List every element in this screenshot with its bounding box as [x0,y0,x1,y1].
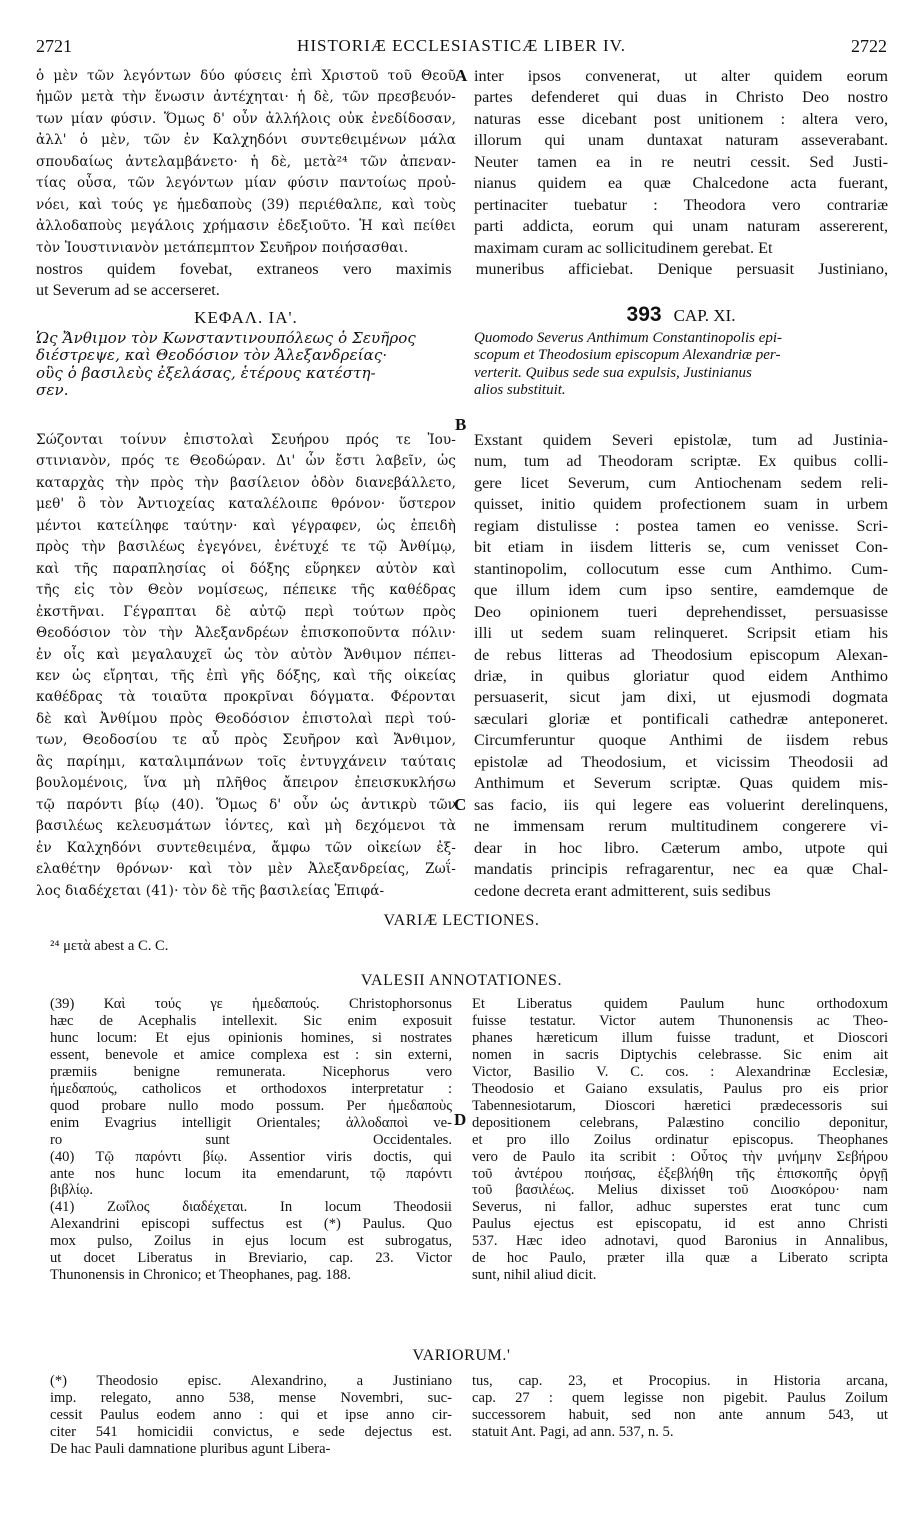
text-line: statuit Ant. Pagi, ad ann. 537, n. 5. [472,1423,674,1440]
text-line: Ὡς Ἄνθιμον τὸν Κωνσταντινουπόλεως ὁ Σευῆρος [36,329,416,347]
text-line: ante nos hunc locum ita emendarunt, τῷ παρόντι [50,1165,452,1182]
text-line: mandatis principis refragarentur, nec ea quæ Chal- [474,860,888,879]
text-line: ἐκστῆναι. Γέγραπται δὲ αὐτῷ περὶ τούτων πρὸς [36,603,456,620]
text-line: dear in hoc libro. Cæterum ambo, utpote qui [474,838,888,857]
greek-chapter-summary [36,330,456,400]
valesii-left-column [50,996,452,1284]
text-line: Et Liberatus quidem Paulum hunc orthodoxum [472,996,888,1012]
text-line: τῆς εἰς τὸν Θεὸν νομίσεως, πέπεικε τῆς καθέδρας [36,582,456,599]
body-latin-column [474,430,888,902]
text-line: De hac Pauli damnatione pluribus agunt Libera- [50,1440,331,1457]
text-line: Thunonensis in Chronico; et Theophanes, pag. 188. [50,1267,351,1284]
text-line: epistolæ ad Theodosium, et vicissim Theodosii ad [474,752,888,771]
variorum-left-column [50,1373,452,1458]
text-line: (41) Ζωΐλος διαδέχεται. In locum Theodosii [50,1199,452,1216]
text-line: Σώζονται τοίνυν ἐπιστολαὶ Σευήρου πρός τε Ἰου- [36,432,456,448]
text-line: Neuter tamen ea in re neutri cessit. Sed Justi- [474,152,888,171]
text-line: Anthimum et Severum scriptæ. Quas quidem mis- [474,774,888,793]
text-line: μέντοι κατείληφε ταύτην· καὶ γέγραφεν, ὡς ἐπειδὴ [36,517,456,534]
text-line: sæculari gloriæ et pontificali cathedræ anteponeret. [474,709,888,728]
text-line: maximam curam ac sollicitudinem gerebat. Et [474,238,773,257]
text-line: stantinopolim, collocutum esse cum Anthimo. Cum- [474,559,888,578]
text-line: tus, cap. 23, et Procopius. in Historia arcana, [472,1373,888,1389]
text-line: enim Evagrius intelligit Orientales; ἀλλοδαποὶ ve- [50,1114,452,1131]
text-line: essent, benevole et amice complexa est : sin externi, [50,1046,452,1063]
text-line: illorum qui unam duntaxat naturam asseverabant. [474,131,888,150]
page-header [36,36,887,62]
variae-lectiones-title: VARIÆ LECTIONES. [383,912,540,929]
text-line: partes defenderet qui duas in Christo Deo nostro [474,88,888,107]
text-line: driæ, in quibus gloriatur quod eidem Anthimo [474,666,888,685]
text-line: quod probare nullo modo possum. Per ἡμεδαποὺς [50,1097,452,1114]
text-line: sunt, nihil aliud dicit. [472,1267,597,1284]
text-line: ελαθέτην θρόνων· καὶ τὸν μὲν Ἀλεξανδρείας, Ζωΐ- [36,861,456,878]
text-line: (*) Theodosio episc. Alexandrino, a Justiniano [50,1373,452,1389]
text-line: quisset, initio quidem profectionem suam in urbem [474,495,888,514]
text-line: μεθ' ὃ τὸν Ἀντιοχείας καταλέλοιπε θρόνον· ὕστερον [36,496,456,513]
text-line: de hoc Paulo, præter illa quæ a Liberato scripta [472,1250,888,1267]
text-line: καὶ τῆς παραπλησίας οἱ δόξης εὕρηκεν αὐτὸν καὶ [36,560,456,577]
text-line: pertinaciter tuebatur : Theodora vero contrariæ [474,195,888,214]
text-line: Tabennesiotarum, Dioscori hæretici prædecessoris sui [472,1097,888,1114]
text-line: cedone decreta erant admitterent, suis sedibus [474,881,771,900]
text-line: illi ut sedem suam relinqueret. Scripsit etiam his [474,624,888,643]
text-line: regiam distulisse : postea tamen eo venisse. Scri- [474,516,888,535]
text-line: (39) Καὶ τούς γε ἡμεδαπούς. Christophorsonus [50,996,452,1012]
text-line: ἐν Καλχηδόνι συντεθειμένα, ἄμφω τῶν οἰκείων ἐξ- [36,839,456,856]
text-line: cap. 27 : quem legisse non pigebit. Paulus Zoilum [472,1389,888,1406]
text-line: ut docet Liberatus in Breviario, cap. 23. Victor [50,1250,452,1267]
text-line: sas facio, iis qui legere eas voluerint derelinquens, [474,795,888,814]
page-number-right: 2722 [851,36,887,56]
text-line: Exstant quidem Severi epistolæ, tum ad Justinia- [474,431,888,449]
text-line: de rebus litteras ad Theodosium episcopum Alexan- [474,645,888,664]
variae-lectiones-note [50,938,450,955]
latin-chapter-heading [474,303,888,327]
text-line: hunc locum: Et ejus opinionis homines, si nostrates [50,1029,452,1046]
text-line: οὓς ὁ βασιλεὺς ἐξελάσας, ἑτέρους κατέστη- [36,363,376,382]
text-line: νόει, καὶ τούς γε ἡμεδαποὺς (39) περιέθαλπε, καὶ τοὺς [36,196,456,213]
text-line: Circumferuntur quoque Anthimi de iisdem rebus [474,731,888,750]
text-line: naturas esse dicebant post unitionem : altera vero, [474,109,888,128]
text-line: πρὸς τὴν βασιλέως ἐγεγόνει, ἐνέτυχέ τε τῷ Ἀνθίμῳ, [36,539,456,556]
text-line: στινιανὸν, πρός τε Θεοδώραν. Δι' ὧν ἔστι λαβεῖν, ὡς [36,453,456,470]
text-line: τοῦ ἀντέρου ποιήσας, ἐξεβλήθη τῆς ἐπισκοπῆς ὀργῇ [472,1165,888,1182]
text-line: σπουδαίως ἀντελαμβάνετο· ἡ δὲ, μετὰ²⁴ τῶν ἀπεναν- [36,153,456,170]
text-line: βιβλίῳ. [50,1182,94,1199]
text-line: λος διαδέχεται (41)· τὸν δὲ τῆς βασιλείας Ἐπιφά- [36,882,385,899]
text-line: Victor, Basilio V. C. cos. : Alexandrinæ Ecclesiæ, [472,1063,888,1080]
text-line: (40) Τῷ παρόντι βίῳ. Assentior viris doctis, qui [50,1148,452,1165]
margin-letter-b: B [455,415,467,434]
text-line: ἃς παρίημι, καταλιμπάνων τοῖς ἐντυγχάνειν ταύταις [36,753,456,770]
text-line: Θεοδόσιον τὸν τὴν Ἀλεξανδρέων ἐπισκοποῦντα πόλιν· [36,625,456,642]
text-line: depositionem celebrans, Palæstino concilio deponitur, [472,1114,888,1131]
text-line: των μίαν φύσιν. Ὅμως δ' οὖν ἀλλήλοις οὐκ ἐνεδίδοσαν, [36,110,456,127]
text-line: Paulus ejectus est episcopatu, id est anno Christi [472,1216,888,1233]
margin-letter-a: A [455,66,468,85]
text-line: ἀλλοδαποὺς μεγάλοις χρήμασιν ἐδεξιοῦτο. Ἡ καὶ πείθει [36,218,456,235]
variorum-right-column [472,1373,888,1441]
text-line: vero de Paulo ita scribit : Οὗτος τὴν μνήμην Σεβήρου [472,1148,888,1165]
margin-letter-c: C [454,795,467,814]
text-line: fuisse testatur. Victor autem Thunonensis ac Theo- [472,1012,888,1029]
text-line: Theodosio et Gaiano exsulatis, Paulus pro eis prior [472,1080,888,1097]
text-line: num, tum ad Theodoram scriptæ. Ex quibus colli- [474,452,888,471]
text-line: ἡμῶν μετὰ τὴν ἕνωσιν ἀντέχηται· ἡ δὲ, τῶν πρεσβευόν- [36,89,456,106]
text-line: τοῦ βασιλέως. Melius dixisset τοῦ Διοσκόρου· nam [472,1182,888,1199]
text-line: 537. Hæc ideo adnotavi, quod Baronius in Annalibus, [472,1233,888,1250]
text-line: ἀλλ' ὁ μὲν, τῶν ἐν Καλχηδόνι συντεθειμένων μάλα [36,132,456,149]
text-line: nianus quidem ea quæ Chalcedone acta fuerant, [474,174,888,193]
text-line: ἡμεδαπούς, catholicos et orthodoxos interpretatur : [50,1080,452,1097]
text-line: nostros quidem fovebat, extraneos vero maximis muneribus afficiebat. Denique persuasit Justiniano, [36,260,888,278]
text-line: nomen in sacris Diptychis celebrasse. Sic enim ait [472,1046,888,1063]
text-line: Alexandrini episcopi suffectus est (*) Paulus. Quo [50,1216,452,1233]
body-greek-column [36,430,456,902]
text-line: κεν ὡς εἴρηται, τῆς ἐπὶ γῆς δόξης, καὶ τῆς οἰκείας [36,667,456,684]
text-line: ἐν οἷς καὶ μεγαλαυχεῖ ὡς τὸν αὐτὸν Ἄνθιμον πέπει- [36,646,456,663]
greek-chapter-heading: ΚΕΦΑΛ. ΙΑ'. [194,308,298,327]
text-line: διέστρεψε, καὶ Θεοδόσιον τὸν Ἀλεξανδρείας· [36,346,388,365]
latin-chapter-summary [474,330,888,400]
variorum-title: VARIORUM.' [412,1347,511,1364]
text-line: phanes hæreticum illum fuisse tradunt, et Dioscori [472,1029,888,1046]
text-line: βασιλέως κελευσμάτων ἰόντες, καὶ μὴ δεχόμενοι τὰ [36,818,456,835]
valesii-right-column [472,996,888,1284]
text-line: bit etiam in iisdem litteris se, cum venisset Con- [474,538,888,557]
text-line: parti addicta, eorum qui unam naturam assererent, [474,217,888,236]
text-line: verterit. Quibus sede sua expulsis, Justinianus [474,364,752,381]
text-line: ²⁴ μετὰ abest a C. C. [50,938,169,954]
running-title: HISTORIÆ ECCLESIASTICÆ LIBER IV. [297,36,626,55]
text-line: alios substituit. [474,382,566,399]
text-line: Quomodo Severus Anthimum Constantinopolis epi- [474,330,783,346]
text-line: persuaserit, sicut jam dixi, ut ejusmodi dogmata [474,688,888,707]
text-line: ut Severum ad se accerseret. [36,281,220,300]
cap-number: 393 [626,303,662,326]
text-line: præmiis benigne remunerata. Nicephorus vero [50,1063,452,1080]
text-line: Deo opinionem tueri deprehendisset, persuasisse [474,602,888,621]
margin-letter-d: D [454,1110,467,1129]
text-line: Severus, ni fallor, adhuc superstes erat tunc cum [472,1199,888,1216]
text-line: καθέδρας τὰ τοιαῦτα προκρῖναι δόγματα. Φέρονται [36,689,456,706]
text-line: mox pulso, Zoilus in ejus locum est subrogatus, [50,1233,452,1250]
text-line: ne immensam rerum multitudinem congerere vi- [474,817,888,836]
text-line: των, Θεοδοσίου τε αὖ πρὸς Σευῆρον καὶ Ἄνθιμον, [36,732,456,749]
text-line: δὲ καὶ Ἀνθίμου πρὸς Θεοδόσιον ἐπιστολαὶ περὶ τού- [36,710,456,727]
full-width-line [36,259,888,302]
text-line: successorem habuit, sed non ante annum 543, ut [472,1406,888,1423]
text-line: ro sunt Occidentales. [50,1131,452,1148]
text-line: inter ipsos convenerat, ut alter quidem eorum [474,67,888,85]
top-greek-column [36,66,456,259]
text-line: gere licet Severum, cum Antiochenam sedem reli- [474,473,888,492]
text-line: citer 541 homicidii convictus, e sede dejectus est. [50,1423,452,1440]
text-line: βουλομένοις, ἵνα μὴ πλῆθος ἄπειρον ἐπεισκυκλήσω [36,775,456,792]
text-line: scopum et Theodosium episcopum Alexandriæ per- [474,347,781,364]
text-line: hæc de Acephalis intellexit. Sic enim exposuit [50,1012,452,1029]
top-latin-column [474,66,888,259]
text-line: τίας οὖσα, τῶν λεγόντων μίαν φύσιν παντοίως προὐ- [36,175,456,192]
text-line: τῷ παρόντι βίῳ (40). Ὅμως δ' οὖν ὡς ἀντικρὺ τῶν [36,796,456,813]
cap-label: CAP. XI. [673,306,736,325]
text-line: cessit Paulus eodem anno : qui et ipse anno cir- [50,1406,452,1423]
text-line: imp. relegato, anno 538, mense Novembri, suc- [50,1389,452,1406]
text-line: καταρχὰς τὴν πρὸς τὴν βασίλειον ὁδὸν διανεβάλλετο, [36,474,456,491]
page-number-left: 2721 [36,36,72,56]
text-line: σεν. [36,381,69,400]
text-line: τὸν Ἰουστινιανὸν μετάπεμπτον Σευῆρον ποιήσασθαι. [36,239,409,256]
text-line: et pro illo Zoilus ordinatur episcopus. Theophanes [472,1131,888,1148]
text-line: que illum idem cum ipso sentire, eamdemque de [474,581,888,600]
valesii-annotationes-title: VALESII ANNOTATIONES. [360,972,563,989]
text-line: ὁ μὲν τῶν λεγόντων δύο φύσεις ἐπὶ Χριστοῦ τοῦ Θεοῦ [36,68,456,84]
